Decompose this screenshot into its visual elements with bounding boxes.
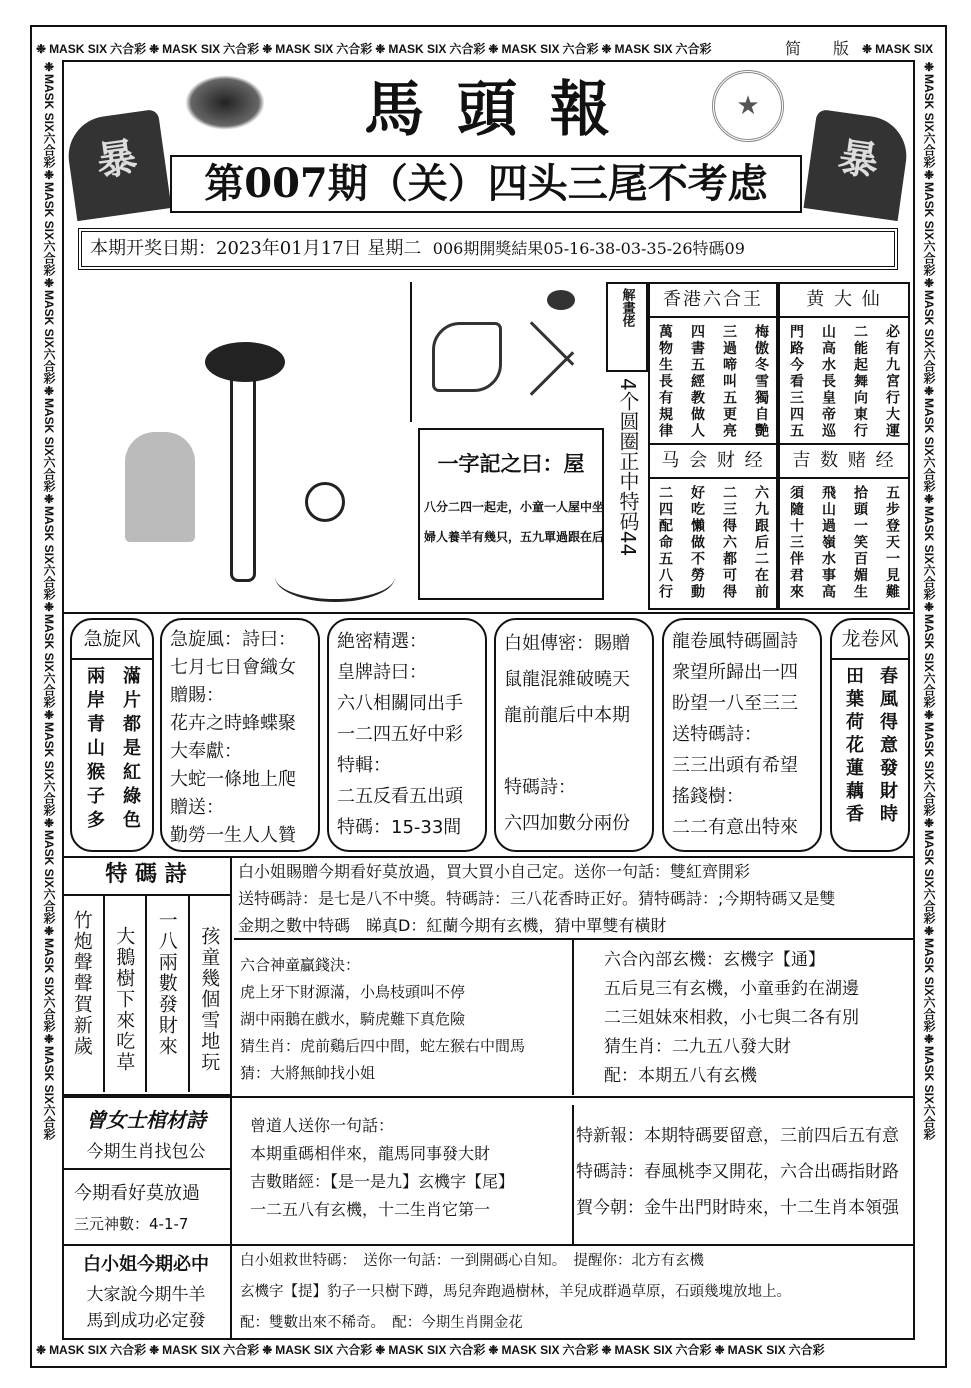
border-brand-cn: 六合彩 — [110, 42, 147, 56]
text-line — [504, 734, 644, 770]
poem-col: 三過啼叫五更亮 — [721, 324, 737, 440]
border-brand: MASK SIX — [42, 398, 56, 457]
poem-col: 二三得六都可得 — [721, 485, 737, 601]
poem-title: 香港六合王 — [650, 284, 776, 318]
text-line: 搖錢樹： — [672, 786, 744, 807]
riddle-picture — [410, 282, 605, 422]
poem-col: 拾頭一笑百媚生 — [852, 485, 868, 601]
poem-col: 四書五經教做人 — [689, 324, 705, 440]
poem-body — [650, 479, 776, 607]
text-line: 龍前龍后中本期 — [504, 705, 630, 726]
border-brand: MASK SIX — [922, 1046, 936, 1105]
special-poem-title: 特 碼 詩 — [62, 856, 230, 896]
star-icon: ❉ — [36, 42, 47, 56]
horse-logo — [185, 75, 265, 130]
text-line: 猜：大將無帥找小姐 — [240, 1064, 376, 1082]
text-line: 白姐傳密：賜贈 — [504, 633, 630, 654]
tornado-title: 龙卷风 — [832, 620, 908, 660]
special-code-hint: 4个圆圈正中特码44 — [616, 378, 640, 557]
star-icon: ❉ — [922, 384, 936, 399]
date-bar — [78, 228, 898, 270]
poem-col: 好吃懶做不勞動 — [689, 485, 705, 601]
solver-text: 解畫佬 — [619, 288, 635, 327]
ms-zeng-sub: 今期生肖找包公 — [62, 1133, 230, 1170]
text-line: 六八相關同出手 — [337, 693, 463, 714]
star-icon: ❉ — [149, 1343, 160, 1357]
star-icon: ❉ — [42, 276, 56, 291]
border-brand-cn: 六合彩 — [922, 672, 936, 709]
text-line: 龍卷風特碼圖詩 — [672, 631, 798, 652]
text-line: 曾道人送你一句話： — [250, 1116, 395, 1135]
star-icon: ❉ — [42, 708, 56, 723]
text-line: 湖中兩鵝在戲水，騎虎難下真危險 — [240, 1010, 466, 1028]
star-icon: ❉ — [922, 708, 936, 723]
border-brand-cn: 六合彩 — [42, 564, 56, 601]
border-brand: MASK SIX — [49, 42, 108, 56]
border-brand: MASK SIX — [614, 1343, 673, 1357]
white-sister-box — [494, 618, 654, 852]
star-icon: ❉ — [42, 924, 56, 939]
riddle-line: 八分二四一起走，小童一人屋中坐 — [424, 500, 605, 514]
text-line: 送特碼詩：是七是八不中獎。特碼詩：三八花香時正好。猜特碼詩：;今期特碼又是雙 — [238, 889, 836, 908]
border-strip-top — [36, 40, 776, 58]
border-brand: MASK SIX — [42, 182, 56, 241]
border-brand: MASK SIX — [42, 1046, 56, 1105]
text-line: 衆望所歸出一四 — [672, 662, 798, 683]
text-line: 賀今朝：金牛出門財時來，十二生肖本領强 — [576, 1198, 899, 1218]
border-brand-cn: 六合彩 — [42, 1104, 56, 1141]
border-brand-cn: 六合彩 — [449, 42, 486, 56]
poem-col: 滿片都是紅綠色 — [120, 666, 141, 834]
secret-selection-box — [327, 618, 487, 852]
poem-col: 必有九宮行大運 — [884, 324, 900, 440]
border-brand: MASK SIX — [42, 290, 56, 349]
poem-col: 二四配命五八行 — [657, 485, 673, 601]
text-line: 五后見三有玄機，小童垂釣在湖邊 — [604, 979, 859, 999]
border-brand-cn: 六合彩 — [922, 888, 936, 925]
star-icon: ❉ — [922, 1032, 936, 1047]
border-brand: MASK SIX — [42, 74, 56, 133]
border-brand-cn: 六合彩 — [675, 1343, 712, 1357]
text-line: 特碼：15-33間 — [337, 817, 462, 838]
border-brand: MASK SIX — [501, 1343, 560, 1357]
border-brand-cn: 六合彩 — [42, 132, 56, 169]
border-brand-cn: 六合彩 — [42, 888, 56, 925]
text-line: 三三出頭有希望 — [672, 755, 798, 776]
star-icon: ❉ — [42, 384, 56, 399]
text-line: 絶密精選： — [337, 631, 427, 652]
text-line: 特新報：本期特碼要留意，三前四后五有意 — [576, 1126, 899, 1146]
star-icon: ❉ — [922, 60, 936, 74]
text-line: 特輯： — [337, 755, 391, 776]
border-brand-cn: 六合彩 — [922, 996, 936, 1033]
border-strip-right — [920, 60, 938, 1340]
text-line: 吉數賭經：【是一是九】玄機字【尾】 — [250, 1172, 515, 1191]
border-brand: MASK SIX — [727, 1343, 786, 1357]
star-icon: ❉ — [36, 1343, 47, 1357]
border-brand-cn: 六合彩 — [42, 456, 56, 493]
six-harmony-child-text — [240, 952, 570, 1087]
text-line: 六合神童贏錢決： — [240, 956, 361, 974]
star-icon: ❉ — [922, 168, 936, 183]
text-line: 六四加數分兩份 — [504, 813, 630, 834]
poem-body — [650, 318, 776, 446]
border-brand-cn: 六合彩 — [42, 348, 56, 385]
border-brand: MASK SIX — [49, 1343, 108, 1357]
white-miss-rescue-text — [240, 1246, 912, 1339]
poem-col: 竹炮聲聲賀新歲 — [70, 910, 93, 1057]
draw-date: 本期开奖日期：2023年01月17日 星期二 — [90, 238, 422, 259]
poem-col: 六九跟后二在前 — [753, 485, 769, 601]
star-icon: ❉ — [862, 42, 873, 56]
star-icon: ❉ — [601, 42, 612, 56]
text-line: 白小姐賜贈今期看好莫放過，買大買小自己定。送你一句話：雙紅齊開彩 — [238, 862, 751, 881]
text-line: 金期之數中特碼 睇真D：紅蘭今期有玄機，猜中單雙有橫財 — [238, 916, 667, 935]
star-icon: ❉ — [262, 1343, 273, 1357]
star-icon: ❉ — [922, 816, 936, 831]
whirlwind-box — [70, 618, 154, 852]
border-brand: MASK SIX — [42, 938, 56, 997]
text-line: 贈賜： — [170, 685, 224, 706]
border-brand-cn: 六合彩 — [922, 348, 936, 385]
poem-col: 孩童幾個雪地玩 — [198, 926, 221, 1073]
tornado-box — [830, 618, 910, 852]
border-brand: MASK SIX — [614, 42, 673, 56]
border-brand: MASK SIX — [42, 506, 56, 565]
text-line: 猜生肖：二九五八發大財 — [604, 1037, 791, 1057]
border-brand: MASK SIX — [501, 42, 560, 56]
poem-col: 門路今看三四五 — [788, 324, 804, 440]
border-brand: MASK SIX — [922, 938, 936, 997]
poem-col: 一八兩數發財來 — [155, 910, 178, 1057]
poem-col: 梅傲冬雪獨自艷 — [753, 324, 769, 440]
text-line: 玄機字【提】豹子一只樹下蹲，馬兒奔跑過樹林，羊兒成群過草原，石頭幾塊放地上。 — [240, 1284, 791, 1300]
border-brand-cn: 六合彩 — [336, 1343, 373, 1357]
text-line: 二二有意出特來 — [672, 817, 798, 838]
text-line: 配：本期五八有玄機 — [604, 1066, 757, 1086]
border-brand: MASK SIX — [922, 506, 936, 565]
poem-title: 马 会 财 经 — [650, 445, 776, 479]
border-brand: MASK SIX — [922, 398, 936, 457]
star-icon: ❉ — [922, 276, 936, 291]
border-brand-cn: 六合彩 — [922, 564, 936, 601]
poem-col: 田葉荷花蓮藕香 — [843, 666, 864, 827]
border-brand: MASK SIX — [275, 1343, 334, 1357]
poem-body — [780, 318, 908, 446]
star-icon: ❉ — [601, 1343, 612, 1357]
border-brand: MASK SIX — [922, 182, 936, 241]
text-line: 鼠龍混雜破曉天 — [504, 669, 630, 690]
star-icon: ❉ — [42, 600, 56, 615]
border-brand-cn: 六合彩 — [110, 1343, 147, 1357]
text-line: 二五反看五出頭 — [337, 786, 463, 807]
text-line: 急旋風：詩曰： — [170, 629, 296, 650]
text-line: 大蛇一條地上爬 — [170, 769, 296, 790]
text-line: 一二五八有玄機，十二生肖它第一 — [250, 1200, 491, 1219]
ms-zeng-box — [62, 1096, 232, 1244]
text-line: 一二四五好中彩 — [337, 724, 463, 745]
edition-char: 简 — [785, 39, 802, 58]
border-brand-cn: 六合彩 — [42, 240, 56, 277]
special-code-poem — [62, 856, 232, 1096]
star-icon: ❉ — [922, 924, 936, 939]
poem-grid-hk — [648, 282, 778, 445]
text-line: 三元神數：4-1-7 — [74, 1215, 189, 1233]
border-brand-cn: 六合彩 — [42, 996, 56, 1033]
border-brand-cn: 六合彩 — [223, 42, 260, 56]
white-miss-gift-text — [234, 858, 914, 940]
border-brand: MASK SIX — [162, 1343, 221, 1357]
text-line: 本期重碼相伴來，龍馬同事發大財 — [250, 1144, 491, 1163]
border-brand-cn: 六合彩 — [922, 780, 936, 817]
star-icon: ❉ — [42, 60, 56, 74]
whirlwind-poem-box — [160, 618, 320, 852]
text-line: 七月七日會織女 — [170, 657, 296, 678]
poem-title: 黄 大 仙 — [780, 284, 908, 318]
issue-headline: 第007期（关）四头三尾不考虑 — [170, 155, 802, 213]
text-line: 皇牌詩曰： — [337, 662, 427, 683]
star-icon: ❉ — [375, 1343, 386, 1357]
border-brand: MASK SIX — [42, 722, 56, 781]
border-brand: MASK SIX — [162, 42, 221, 56]
border-brand: MASK SIX — [922, 830, 936, 889]
poem-col: 飛山過嶺水事高 — [820, 485, 836, 601]
border-brand-cn: 六合彩 — [788, 1343, 825, 1357]
border-brand: MASK SIX — [922, 74, 936, 133]
text-line: 今期看好莫放過 — [74, 1183, 200, 1204]
poem-col: 大鵝樹下來吃草 — [113, 926, 136, 1073]
star-icon: ❉ — [42, 168, 56, 183]
illustration-worker-plant — [65, 282, 408, 612]
poem-col: 二能起舞向東行 — [852, 324, 868, 440]
border-strip-top-right — [862, 40, 942, 58]
star-icon: ❉ — [42, 492, 56, 507]
border-strip-left — [40, 60, 58, 1340]
text-line: 盼望一八至三三 — [672, 693, 798, 714]
text-line: 特碼詩：春風桃李又開花，六合出碼指財路 — [576, 1162, 899, 1182]
star-icon: ❉ — [922, 492, 936, 507]
seal-star-icon: ★ — [712, 70, 784, 142]
text-line: 送特碼詩： — [672, 724, 762, 745]
white-miss-box — [62, 1244, 232, 1340]
text-line: 虎上牙下財源滿，小鳥枝頭叫不停 — [240, 983, 466, 1001]
border-brand-cn: 六合彩 — [223, 1343, 260, 1357]
white-miss-title: 白小姐今期必中 — [83, 1254, 209, 1275]
flag-char: 暴 — [93, 133, 140, 186]
border-brand: MASK SIX — [42, 614, 56, 673]
border-brand: MASK SIX — [275, 42, 334, 56]
border-brand-cn: 六合彩 — [562, 1343, 599, 1357]
border-brand-cn: 六合彩 — [922, 132, 936, 169]
poem-col: 兩岸青山猴子多 — [84, 666, 105, 834]
poem-col: 春風得意發財時 — [877, 666, 898, 827]
border-brand-cn: 六合彩 — [675, 42, 712, 56]
one-word-riddle-box — [418, 428, 604, 600]
star-icon: ❉ — [488, 1343, 499, 1357]
text-line: 馬到成功必定發 — [86, 1311, 206, 1331]
text-line: 六合內部玄機：玄機字【通】 — [604, 950, 825, 970]
text-line: 花卉之時蜂蝶聚 — [170, 713, 296, 734]
border-brand: MASK SIX — [875, 42, 934, 56]
border-strip-bottom — [36, 1341, 941, 1359]
text-line: 特碼詩： — [504, 777, 576, 798]
text-line: 二三姐妹來相救，小七與二各有別 — [604, 1008, 859, 1028]
star-icon: ❉ — [262, 42, 273, 56]
poem-grid-horse-club — [648, 443, 778, 610]
ms-zeng-title: 曾女士棺材詩 — [86, 1108, 206, 1132]
star-icon: ❉ — [42, 816, 56, 831]
star-icon: ❉ — [149, 42, 160, 56]
border-brand-cn: 六合彩 — [449, 1343, 486, 1357]
riddle-title: 一字記之曰：屋 — [437, 451, 585, 476]
poem-body — [780, 479, 908, 607]
text-line: 配：雙數出來不稀奇。 配：今期生肖開金花 — [240, 1315, 523, 1331]
masthead-title: 馬 頭 報 — [364, 75, 616, 145]
poem-col: 萬物生長有規律 — [657, 324, 673, 440]
taoist-zeng-text — [250, 1112, 570, 1224]
poem-grid-wongtaisin — [778, 282, 910, 445]
border-brand: MASK SIX — [922, 290, 936, 349]
text-line: 猜生肖：虎前鷄后四中間，蛇左猴右中間馬 — [240, 1037, 526, 1055]
border-brand: MASK SIX — [922, 722, 936, 781]
star-icon: ❉ — [922, 600, 936, 615]
poem-col: 山高水長皇帝巡 — [820, 324, 836, 440]
star-icon: ❉ — [488, 42, 499, 56]
border-brand-cn: 六合彩 — [922, 456, 936, 493]
riddle-solver-label — [606, 282, 648, 372]
poem-title: 吉 数 赌 经 — [780, 445, 908, 479]
tornado-poem-box — [662, 618, 822, 852]
star-icon: ❉ — [714, 1343, 725, 1357]
poem-grid-lucky-numbers — [778, 443, 910, 610]
special-news-text — [576, 1118, 914, 1226]
border-brand-cn: 六合彩 — [922, 1104, 936, 1141]
internal-mystery-text — [604, 946, 914, 1091]
edition-char: 版 — [833, 39, 850, 58]
text-line: 勤勞一生人人贊 — [170, 825, 296, 846]
star-icon: ❉ — [375, 42, 386, 56]
text-line: 大家說今期牛羊 — [86, 1285, 206, 1305]
border-brand: MASK SIX — [388, 42, 447, 56]
poem-col: 五步登天一見難 — [884, 485, 900, 601]
text-line: 白小姐救世特碼： 送你一句話：一到開碼心自知。 提醒你：北方有玄機 — [240, 1253, 704, 1269]
star-icon: ❉ — [42, 1032, 56, 1047]
border-brand-cn: 六合彩 — [42, 672, 56, 709]
text-line: 大奉獻： — [170, 741, 242, 762]
flag-char: 暴 — [835, 133, 882, 186]
border-brand-cn: 六合彩 — [42, 780, 56, 817]
poem-col: 須隨十三伴君來 — [788, 485, 804, 601]
border-brand: MASK SIX — [42, 830, 56, 889]
border-brand-cn: 六合彩 — [336, 42, 373, 56]
border-brand: MASK SIX — [922, 614, 936, 673]
border-brand-cn: 六合彩 — [562, 42, 599, 56]
riddle-line: 婦人養羊有幾只，五九單過跟在后 — [424, 530, 605, 544]
whirlwind-title: 急旋风 — [72, 620, 152, 660]
border-brand: MASK SIX — [388, 1343, 447, 1357]
text-line: 贈送： — [170, 797, 224, 818]
edition-label — [785, 36, 849, 59]
border-brand-cn: 六合彩 — [922, 240, 936, 277]
previous-result: 006期開獎結果05-16-38-03-35-26特碼09 — [432, 239, 745, 258]
